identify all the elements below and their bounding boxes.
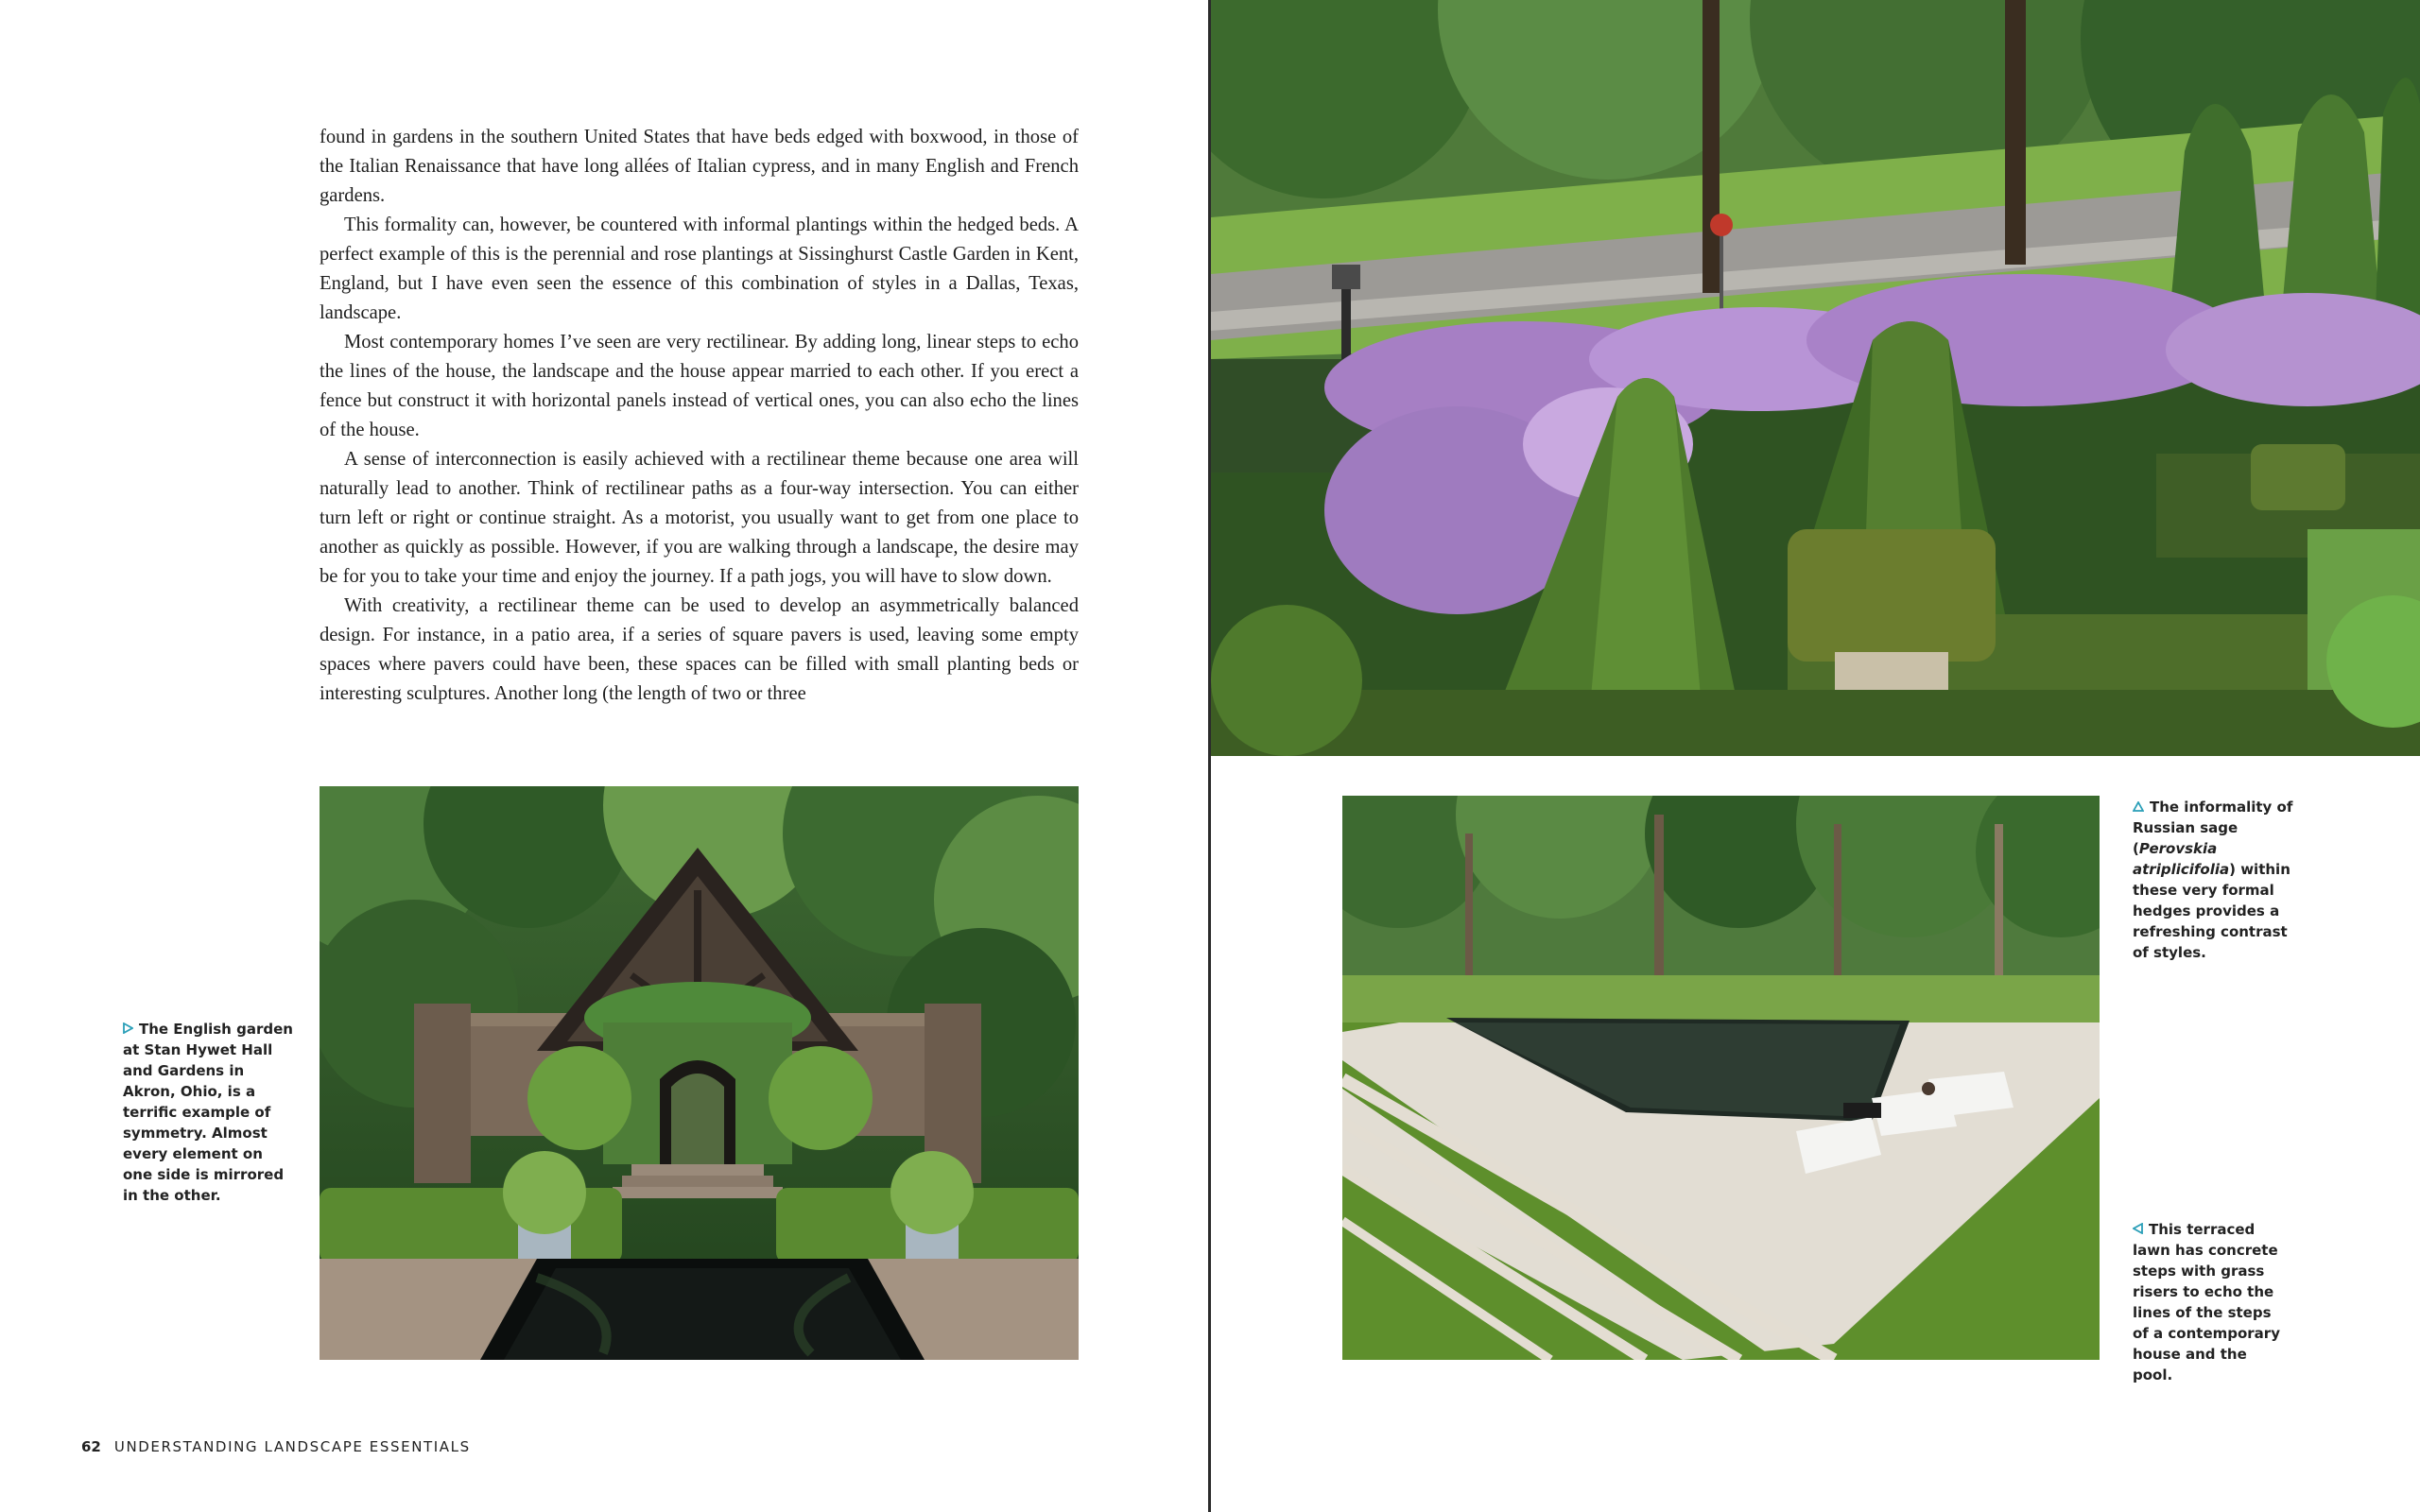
right-page [1211,0,2420,1512]
caption-english-garden [123,1019,293,1206]
terraced-lawn-pool-photo [1342,796,2100,1360]
folio [81,1438,471,1455]
paragraph: Most contemporary homes I’ve seen are very rectilinear. By adding long, linear steps to echo the lines of the house, the landscape and the house appear married to each other. If you erect a fence but construct it with horizontal panels instead of vertical ones, you can also echo the lines of the house. [320,332,1079,440]
paragraph: found in gardens in the southern United States that have beds edged with boxwood, in those of the Italian Renaissance that have long allées of Italian cypress, and in many English and French gardens. [320,127,1079,206]
caption-text: The English garden at Stan Hywet Hall and Gardens in Akron, Ohio, is a terrific example of symmetry. Almost every element on one side is mirrored in the other. [123,1021,293,1204]
paragraph: A sense of interconnection is easily achieved with a rectilinear theme because one area will naturally lead to another. Think of rectilinear paths as a four-way intersection. You can either turn left or right or continue straight. As a motorist, you usually want to get from one place to another as quickly as possible. However, if you are walking through a landscape, the desire may be for you to take your time and enjoy the journey. If a path jogs, you will have to slow down. [320,449,1079,587]
page-number: 62 [81,1438,101,1455]
body-text [320,123,1079,709]
caption-russian-sage [2133,797,2301,963]
paragraph: This formality can, however, be countered with informal plantings within the hedged beds. A perfect example of this is the perennial and rose plantings at Sissinghurst Castle Garden in Kent, England, but I have even seen the essence of this combination of styles in a Dallas, Texas, landscape. [320,215,1079,323]
left-page [0,0,1209,1512]
triangle-left-icon [2133,1219,2143,1240]
caption-text-before: The informality of Russian sage ( [2133,799,2293,857]
paragraph: With creativity, a rectilinear theme can be used to develop an asymmetrically balanced design. For instance, in a patio area, if a series of square pavers is used, leaving some empty spaces where pavers could have been, these spaces can be filled with small planting beds or interesting sculptures. Another long (the length of two or three [320,595,1079,704]
caption-text-italic: Perovskia atriplicifolia [2133,840,2230,878]
running-head: UNDERSTANDING LANDSCAPE ESSENTIALS [113,1438,471,1455]
caption-terraced-lawn [2133,1219,2291,1385]
english-garden-photo [320,786,1079,1360]
russian-sage-hedges-photo [1211,0,2420,756]
caption-text-after: ) within these very formal hedges provides a refreshing contrast of styles. [2133,861,2290,961]
triangle-right-icon [123,1019,133,1040]
triangle-up-icon [2133,797,2144,817]
caption-text: This terraced lawn has concrete steps with grass risers to echo the lines of the steps of a contemporary house and the pool. [2133,1221,2280,1383]
